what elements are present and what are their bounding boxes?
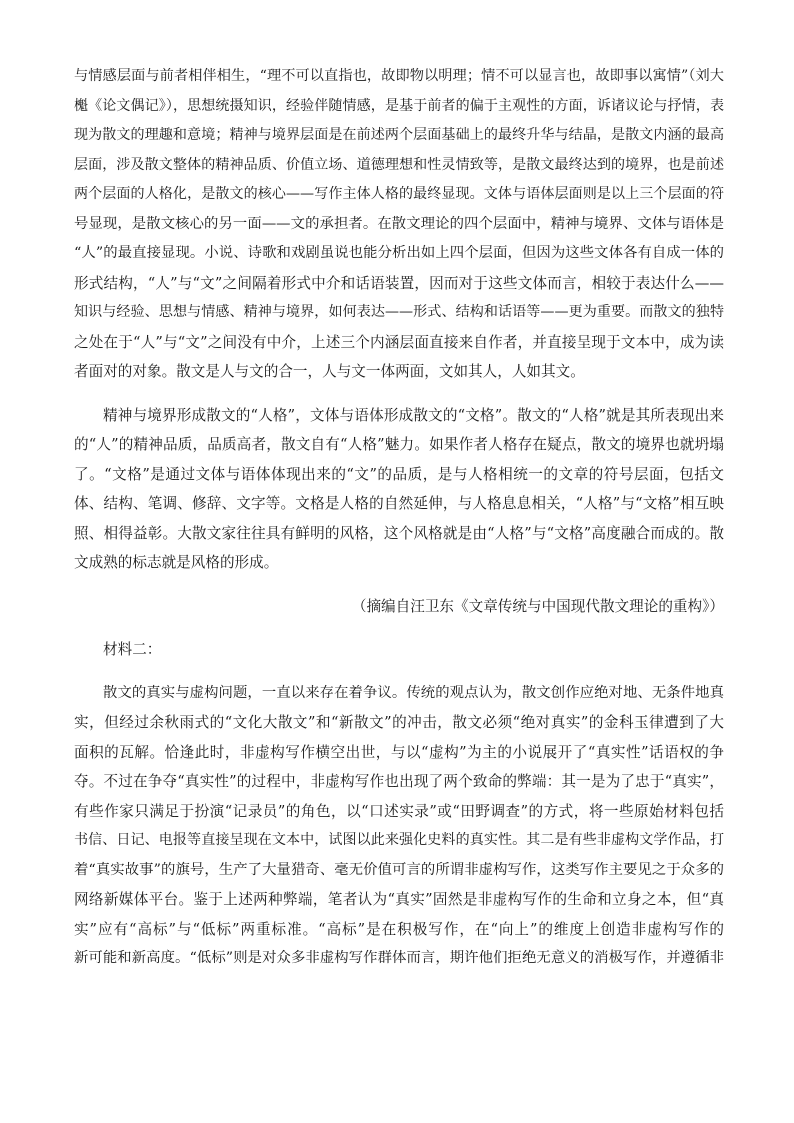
paragraph-gap [74,621,724,635]
text-line: 知识与经验、思想与情感、精神与境界，如何表达——形式、结构和话语等——更为重要。而散文的独特 [74,304,724,320]
text-line: 了。“文格”是通过文体与语体体现出来的“文”的品质，是与人格相统一的文章的符号层面，包括文 [74,465,724,483]
text-line: 现为散文的理趣和意境；精神与境界层面是在前述两个层面基础上的最终升华与结晶，是散文内涵的最高 [74,127,724,143]
text-line: “人”的最直接显现。小说、诗歌和戏剧虽说也能分析出如上四个层面，但因为这些文体各有自成一体的 [74,245,724,261]
text-line: 新可能和新高度。“低标”则是对众多非虚构写作群体而言，期许他们拒绝无意义的消极写作，并遵循非 [74,950,724,966]
text-line: 形式结构，“人”与“文”之间隔着形式中介和话语装置，因而对于这些文体而言，相较于表达什么—— [74,274,724,292]
text-line: 两个层面的人格化，是散文的核心——写作主体人格的最终显现。文体与语体层面则是以上三个层面的符 [74,186,724,202]
text-line: 着“真实故事”的旗号，生产了大量猎奇、毫无价值可言的所谓非虚构写作，这类写作主要见之于众多的 [74,861,724,878]
text-line: 散文的真实与虚构问题，一直以来存在着争议。传统的观点认为，散文创作应绝对地、无条件地真 [103,684,724,701]
text-line: 面积的瓦解。恰逢此时，非虚构写作横空出世，与以“虚构”为主的小说展开了“真实性”话语权的争 [74,743,724,761]
text-line: 实，但经过余秋雨式的“文化大散文”和“新散文”的冲击，散文必须“绝对真实”的金科玉律遭到了大 [74,714,724,731]
paragraph-1 [74,62,724,387]
text-line: 夺。不过在争夺“真实性”的过程中，非虚构写作也出现了两个致命的弊端：其一是为了忠于“真实”， [74,773,724,790]
paragraph-3 [74,679,724,974]
text-line: 之处在于“人”与“文”之间没有中介，上述三个内涵层面直接来自作者，并直接呈现于文本中，成为读 [74,333,724,351]
text-line: 号显现，是散文核心的另一面——文的承担者。在散文理论的四个层面中，精神与境界、文体与语体是 [74,215,724,232]
paragraph-gap [74,665,724,679]
paragraph-gap [74,387,724,401]
text-line: 照、相得益彰。大散文家往往具有鲜明的风格，这个风格就是由“人格”与“文格”高度融合而成的。散 [74,524,724,542]
document-page [74,62,724,974]
source-citation: （摘编自汪卫东《文章传统与中国现代散文理论的重构》） [351,597,724,615]
text-line: 精神与境界形成散文的“人格”，文体与语体形成散文的“文格”。散文的“人格”就是其所表现出来 [103,406,724,424]
text-line: 书信、日记、电报等直接呈现在文本中，试图以此来强化史料的真实性。其二是有些非虚构文学作品，打 [74,832,724,848]
paragraph-gap [74,578,724,592]
text-line: 体、结构、笔调、修辞、文字等。文格是人格的自然延伸，与人格息息相关，“人格”与“文格”相互映 [74,495,724,512]
text-line: 的“人”的精神品质，品质高者，散文自有“人格”魅力。如果作者人格存在疑点，散文的境界也就坍塌 [74,436,724,453]
text-line: 实”应有“高标”与“低标”两重标准。“高标”是在积极写作，在“向上”的维度上创造非虚构写作的 [74,920,724,938]
text-line: 层面，涉及散文整体的精神品质、价值立场、道德理想和性灵情致等，是散文最终达到的境界，也是前述 [74,156,724,173]
material-heading: 材料二： [103,641,162,658]
text-line: 有些作家只满足于扮演“记录员”的角色，以“口述实录”或“田野调查”的方式，将一些原始材料包括 [74,802,724,820]
text-line: 与情感层面与前者相伴相生，“理不可以直指也，故即物以明理；情不可以显言也，故即事以寓情”（刘大 [74,68,724,84]
text-line: 櫆《论文偶记》），思想统摄知识，经验伴随情感，是基于前者的偏于主观性的方面，诉诸议论与抒情，表 [74,97,724,114]
text-line: 网络新媒体平台。鉴于上述两种弊端，笔者认为“真实”固然是非虚构写作的生命和立身之本，但“真 [74,891,724,908]
text-line: 者面对的对象。散文是人与文的合一，人与文一体两面，文如其人，人如其文。 [74,363,585,380]
paragraph-2 [74,401,724,578]
text-line: 文成熟的标志就是风格的形成。 [74,554,279,571]
